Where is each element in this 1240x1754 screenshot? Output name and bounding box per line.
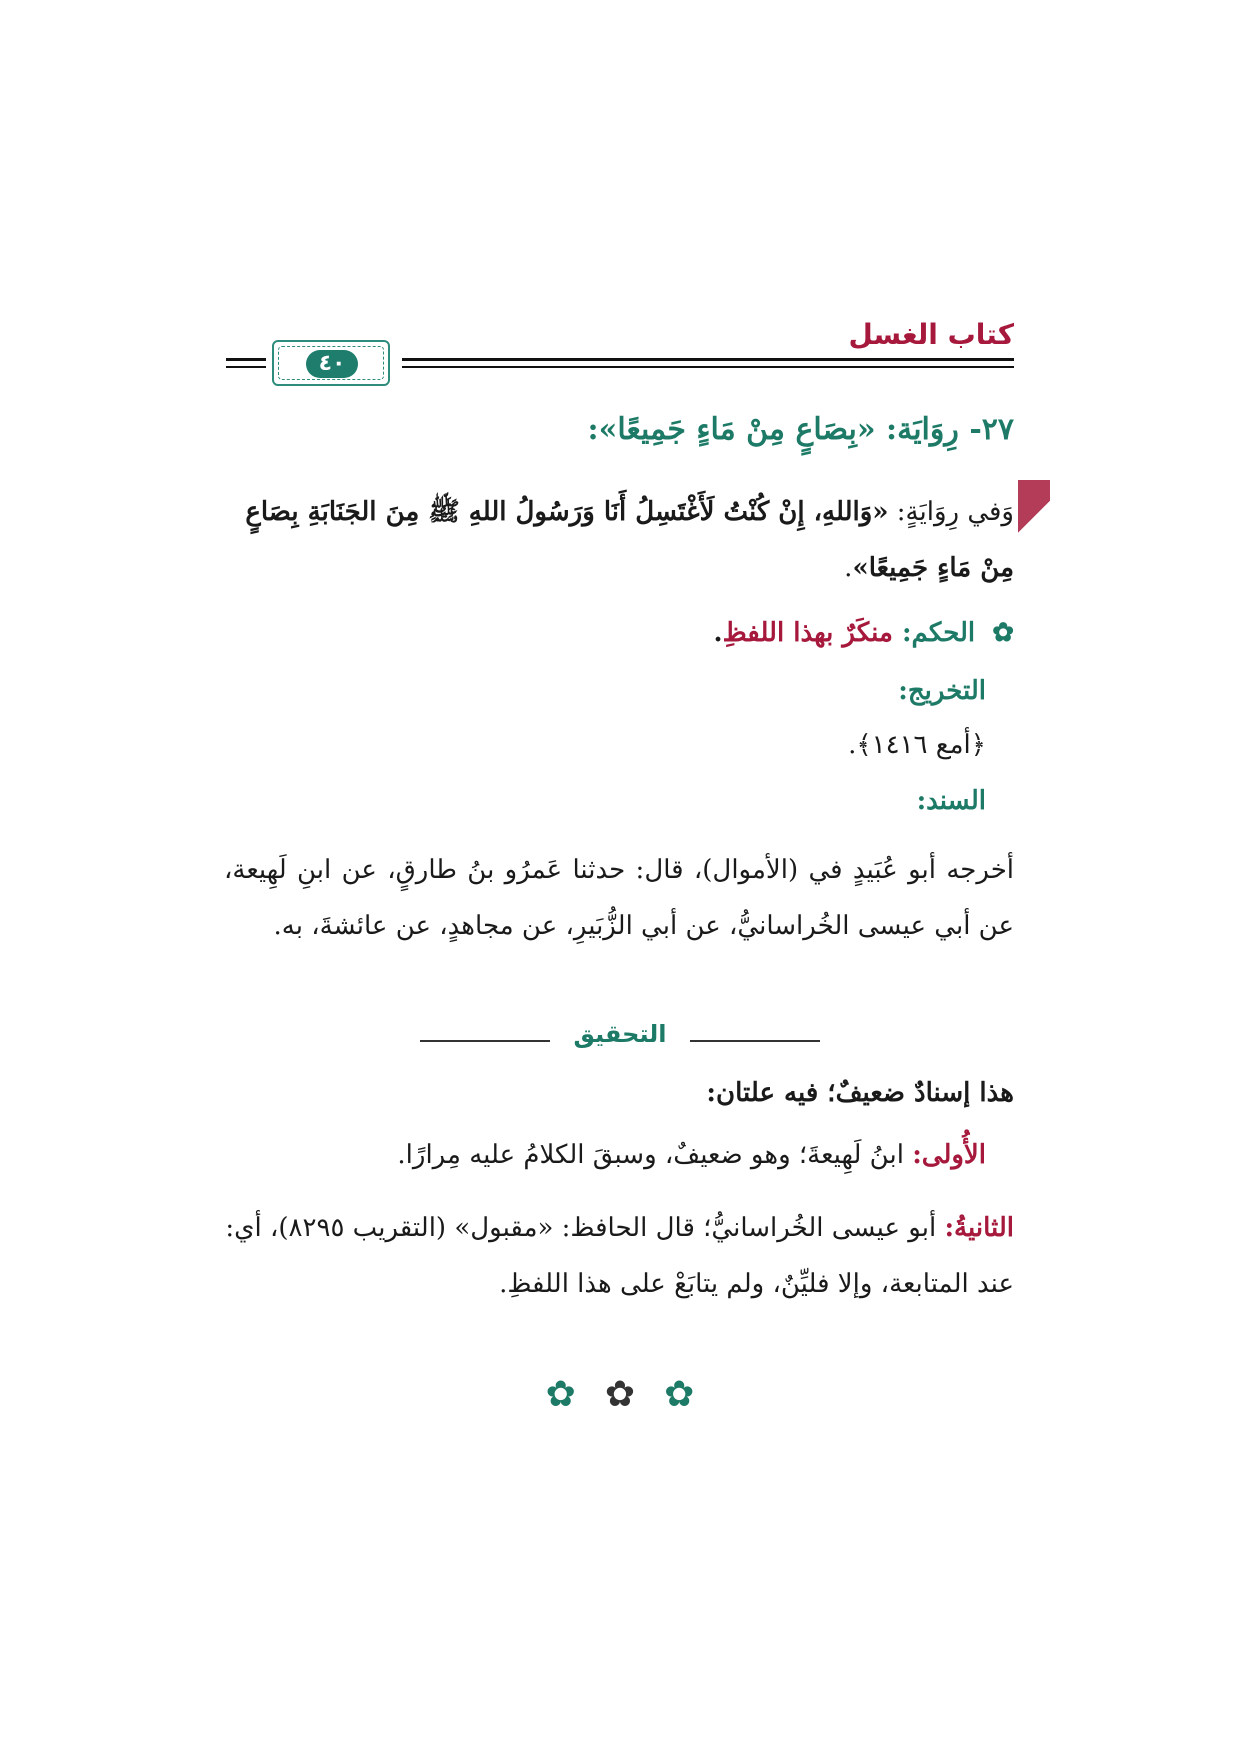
sanad-label: السند: xyxy=(916,786,986,816)
ruling-line xyxy=(714,618,1014,648)
first-cause xyxy=(397,1140,986,1170)
header-rule xyxy=(402,366,1014,368)
ornament-flower-icon: ✿ xyxy=(664,1374,695,1415)
header-rule xyxy=(226,366,266,368)
takhrij-reference: ﴿أمع ١٤١٦﴾. xyxy=(848,730,986,760)
second-cause-label: الثانيةُ: xyxy=(944,1213,1014,1243)
divider-label: التحقيق xyxy=(573,1020,667,1048)
ornament-flower-icon: ✿ xyxy=(992,618,1014,648)
corner-ornament-icon xyxy=(1018,480,1050,554)
ornament-flower-icon: ✿ xyxy=(545,1374,576,1415)
header-rule xyxy=(226,358,266,361)
page-number: ٤٠ xyxy=(306,350,358,378)
header-rule xyxy=(402,358,1014,361)
first-cause-label: الأُولى: xyxy=(912,1140,986,1170)
chapter-title: كتاب الغسل xyxy=(848,318,1014,351)
second-cause-text: أبو عيسى الخُراسانيُّ؛ قال الحافظ: «مقبول» (التقريب ٨٢٩٥)، أي: عند المتابعة، وإلا فليِّنٌ، ولم يتابَعْ على هذا اللفظِ. xyxy=(225,1213,1014,1299)
ruling-suffix: . xyxy=(713,618,723,648)
tahqiq-intro: هذا إسنادٌ ضعيفٌ؛ فيه علتان: xyxy=(706,1078,1014,1108)
page-number-badge xyxy=(272,340,390,386)
ornament-flower-icon: ✿ xyxy=(604,1374,636,1415)
divider-line xyxy=(690,1040,820,1042)
variant-text-block xyxy=(234,484,1014,596)
second-cause xyxy=(224,1200,1014,1312)
section-divider xyxy=(420,1020,820,1060)
first-cause-text: ابنُ لَهِيعةَ؛ وهو ضعيفٌ، وسبقَ الكلامُ عليه مِرارًا. xyxy=(397,1140,904,1170)
variant-suffix: . xyxy=(844,553,853,583)
entry-heading: ٢٧- رِوَايَة: «بِصَاعٍ مِنْ مَاءٍ جَمِيعًا»: xyxy=(587,412,1014,447)
sanad-text: أخرجه أبو عُبَيدٍ في (الأموال)، قال: حدثنا عَمرُو بنُ طارقٍ، عن ابنِ لَهِيعة، عن أبي عيسى الخُراسانيُّ، عن أبي الزُّبَيرِ، عن مجاهدٍ، عن عائشةَ، به. xyxy=(224,855,1014,941)
variant-prefix: وَفي رِوَايَةٍ: xyxy=(896,497,1014,527)
footer-ornaments xyxy=(500,1370,740,1420)
variant-quote: «وَاللهِ، إِنْ كُنْتُ لَأَغْتَسِلُ أَنَا وَرَسُولُ اللهِ ﷺ مِنَ الجَنَابَةِ بِصَاعٍ مِنْ مَاءٍ جَمِيعًا» xyxy=(245,497,1014,583)
ruling-value: منكَرٌ بهذا اللفظِ xyxy=(722,618,893,648)
ruling-label: الحكم: xyxy=(901,618,976,648)
takhrij-label: التخريج: xyxy=(898,676,986,706)
divider-line xyxy=(420,1040,550,1042)
page-header xyxy=(226,318,1014,382)
